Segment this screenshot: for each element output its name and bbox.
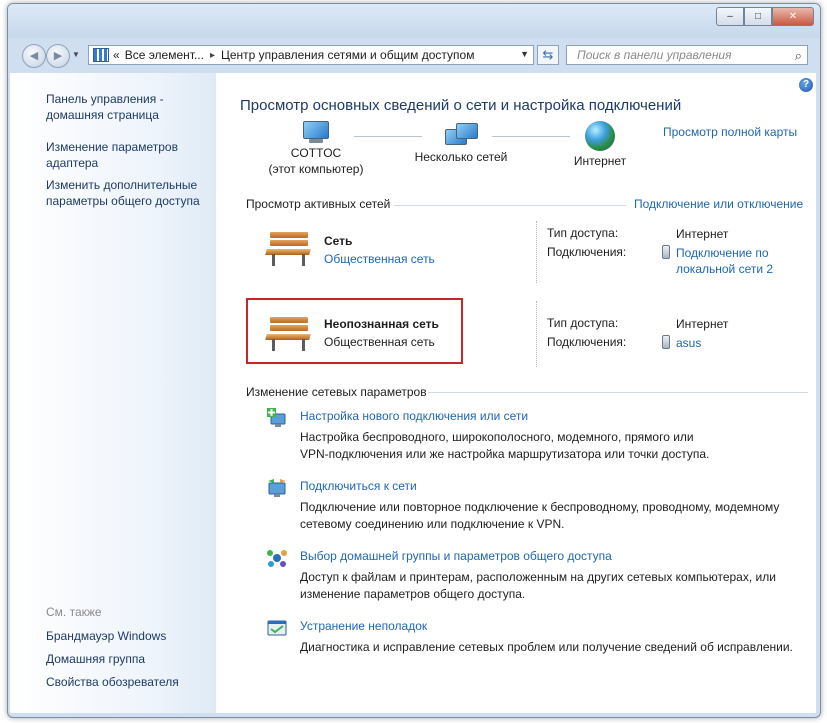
connections-label: Подключения: (547, 245, 627, 259)
network-name: Сеть (324, 234, 353, 248)
ethernet-icon (662, 335, 670, 349)
see-also-heading: См. также (46, 605, 102, 619)
sidebar-link-homegroup[interactable]: Домашняя группа (46, 652, 146, 666)
window (7, 3, 821, 718)
search-icon[interactable]: ⌕ (794, 48, 802, 63)
task-description-line: VPN-подключения или же настройка маршрутизатора или точки доступа. (300, 447, 710, 461)
control-panel-icon (93, 48, 109, 62)
task-description (300, 569, 776, 603)
task-description-line: Доступ к файлам и принтерам, расположенным на других сетевых компьютерах, или (300, 570, 776, 584)
task-description-line: Настройка беспроводного, широкополосного, модемного, прямого или (300, 430, 694, 444)
new-connection-icon (266, 407, 288, 429)
sidebar-link-sharing-settings[interactable]: Изменить дополнительные параметры общего доступа (46, 178, 200, 208)
connections-label: Подключения: (547, 335, 627, 349)
access-type-label: Тип доступа: (547, 316, 619, 330)
networks-label: Несколько сетей (414, 150, 508, 164)
connect-disconnect-link[interactable]: Подключение или отключение (634, 197, 804, 211)
divider (394, 205, 626, 206)
address-segment-all-items[interactable]: Все элемент... (124, 48, 204, 62)
map-node-internet[interactable] (550, 121, 650, 169)
refresh-button[interactable] (537, 45, 559, 65)
task-description (300, 499, 779, 533)
network-name: Неопознанная сеть (324, 317, 439, 331)
address-dropdown-icon[interactable]: ▼ (520, 49, 529, 59)
refresh-icon: ⇆ (542, 47, 554, 62)
help-icon[interactable]: ? (799, 78, 813, 92)
map-node-networks[interactable] (396, 121, 526, 165)
ethernet-icon (662, 245, 670, 259)
troubleshoot-icon (266, 617, 288, 639)
map-node-computer[interactable] (258, 121, 374, 177)
task-description-line: Диагностика и исправление сетевых проблем или получение сведений об исправлении. (300, 640, 793, 654)
network-category-link[interactable]: Общественная сеть (324, 252, 435, 266)
navigation-bar (8, 40, 820, 70)
window-controls (716, 7, 814, 26)
task-description-line: сетевому соединению или подключение к VPN. (300, 517, 565, 531)
divider (536, 301, 537, 367)
sidebar-link-firewall[interactable]: Брандмауэр Windows (46, 629, 167, 643)
page-title: Просмотр основных сведений о сети и настройка подключений (240, 97, 682, 114)
maximize-button[interactable]: □ (744, 7, 772, 26)
access-type-label: Тип доступа: (547, 226, 619, 240)
internet-label: Интернет (573, 154, 627, 168)
internet-globe-icon (585, 121, 615, 151)
sidebar-link-adapter-settings[interactable]: Изменение параметров адаптера (46, 140, 178, 170)
divider (428, 392, 808, 393)
back-arrow-icon: ◀ (29, 50, 39, 62)
breadcrumb-separator-icon[interactable]: ▸ (209, 49, 215, 61)
task-description (300, 639, 793, 656)
back-button[interactable] (22, 44, 46, 68)
connect-network-icon (266, 477, 288, 499)
address-segment-network-center[interactable]: Центр управления сетями и общим доступом (220, 48, 475, 62)
full-map-link[interactable]: Просмотр полной карты (663, 125, 798, 139)
network-category[interactable]: Общественная сеть (324, 335, 435, 349)
public-network-bench-icon[interactable] (264, 228, 312, 268)
main-content (216, 73, 816, 713)
search-input[interactable] (566, 45, 808, 65)
task-link-new-connection[interactable]: Настройка нового подключения или сети (300, 409, 529, 423)
address-overflow[interactable]: « (113, 48, 120, 62)
connection-link[interactable]: asus (676, 336, 702, 350)
connection-line: локальной сети 2 (676, 262, 774, 276)
search-placeholder: Поиск в панели управления (577, 48, 732, 62)
task-link-connect-network[interactable]: Подключиться к сети (300, 479, 417, 493)
multiple-networks-icon (443, 121, 479, 147)
task-description (300, 429, 709, 463)
forward-arrow-icon: ▶ (53, 50, 63, 62)
active-networks-heading: Просмотр активных сетей (246, 197, 391, 211)
sidebar (10, 73, 216, 713)
homegroup-icon (266, 547, 288, 569)
computer-icon (301, 121, 331, 143)
connection-line: Подключение по (676, 246, 769, 260)
forward-button[interactable] (46, 44, 70, 68)
minimize-button[interactable]: – (716, 7, 744, 26)
computer-name: COTTOC (290, 146, 342, 160)
recent-pages-dropdown[interactable]: ▼ (72, 50, 80, 59)
sidebar-link-browser-properties[interactable]: Свойства обозревателя (46, 675, 179, 689)
task-link-troubleshoot[interactable]: Устранение неполадок (300, 619, 428, 633)
access-type-value: Интернет (676, 317, 729, 331)
access-type-value: Интернет (676, 227, 729, 241)
task-link-homegroup[interactable]: Выбор домашней группы и параметров общего доступа (300, 549, 612, 563)
task-description-line: изменение параметров общего доступа. (300, 587, 526, 601)
computer-sub: (этот компьютер) (268, 162, 364, 176)
task-description-line: Подключение или повторное подключение к беспроводному, проводному, модемному (300, 500, 780, 514)
connection-link[interactable] (676, 245, 773, 277)
title-bar (8, 4, 820, 38)
close-button[interactable]: ✕ (772, 7, 814, 26)
address-bar[interactable] (88, 45, 534, 65)
public-network-bench-icon[interactable] (264, 313, 312, 353)
sidebar-home-link[interactable]: Панель управления - домашняя страница (46, 92, 164, 122)
divider (536, 221, 537, 283)
change-settings-heading: Изменение сетевых параметров (246, 385, 427, 399)
